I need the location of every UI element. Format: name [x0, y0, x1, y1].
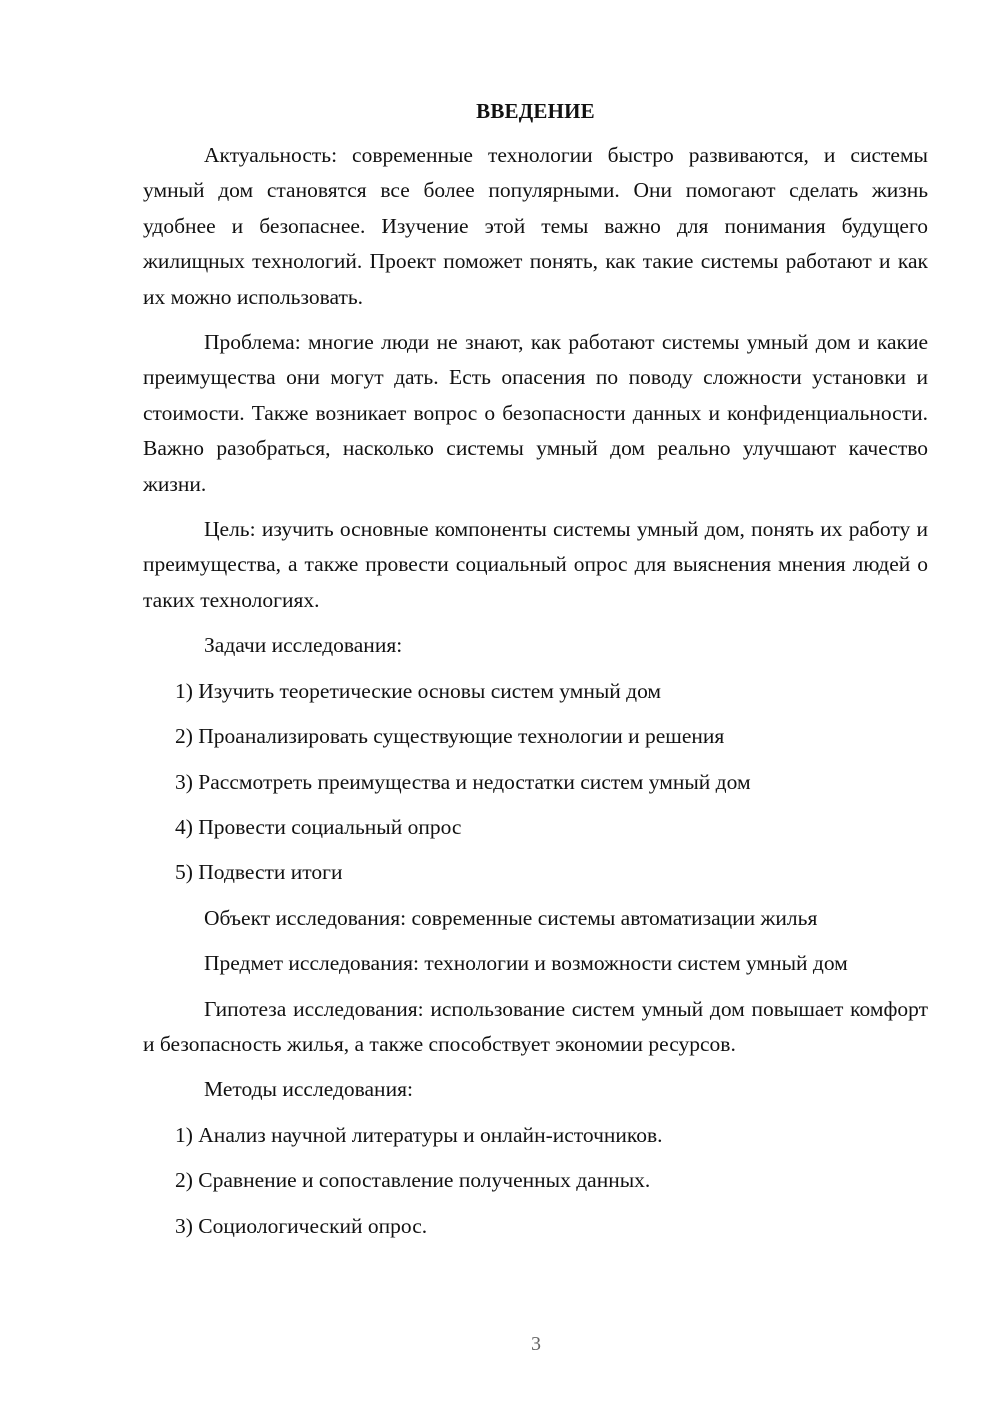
- page-number: 3: [531, 1333, 541, 1355]
- relevance-paragraph: Актуальность: современные технологии быстро развиваются, и системы умный дом становятся все более популярными. Они помогают сделать жизнь удобнее и безопаснее. Изучение этой темы важно для понимания будущего жилищных технологий. Проект поможет понять, как такие системы работают и как их можно использовать.: [143, 143, 928, 309]
- page-title: ВВЕДЕНИЕ: [476, 99, 595, 123]
- method-item-3: 3) Социологический опрос.: [175, 1213, 428, 1238]
- task-item-5: 5) Подвести итоги: [175, 860, 343, 885]
- problem-paragraph: Проблема: многие люди не знают, как работают системы умный дом и какие преимущества они могут дать. Есть опасения по поводу сложности установки и стоимости. Также возникает вопрос о безопасности данных и конфиденциальности. Важно разобраться, насколько системы умный дом реально улучшают качество жизни.: [143, 330, 928, 496]
- subject-paragraph: Предмет исследования: технологии и возможности систем умный дом: [204, 951, 848, 976]
- document-page: [143, 96, 928, 1254]
- goal-paragraph: Цель: изучить основные компоненты системы умный дом, понять их работу и преимущества, а также провести социальный опрос для выяснения мнения людей о таких технологиях.: [143, 517, 928, 612]
- object-line: Объект исследования: современные системы автоматизации жилья: [204, 905, 818, 930]
- methods-heading: Методы исследования:: [204, 1077, 413, 1102]
- task-item-3: 3) Рассмотреть преимущества и недостатки систем умный дом: [175, 769, 751, 794]
- tasks-heading: Задачи исследования:: [204, 633, 403, 658]
- hypothesis-paragraph: Гипотеза исследования: использование систем умный дом повышает комфорт и безопасность жилья, а также способствует экономии ресурсов.: [143, 996, 928, 1056]
- task-item-4: 4) Провести социальный опрос: [175, 814, 462, 839]
- task-item-1: 1) Изучить теоретические основы систем умный дом: [175, 678, 662, 703]
- method-item-1: 1) Анализ научной литературы и онлайн-источников.: [175, 1122, 663, 1147]
- method-item-2: 2) Сравнение и сопоставление полученных данных.: [175, 1168, 651, 1193]
- task-item-2: 2) Проанализировать существующие технологии и решения: [175, 724, 725, 749]
